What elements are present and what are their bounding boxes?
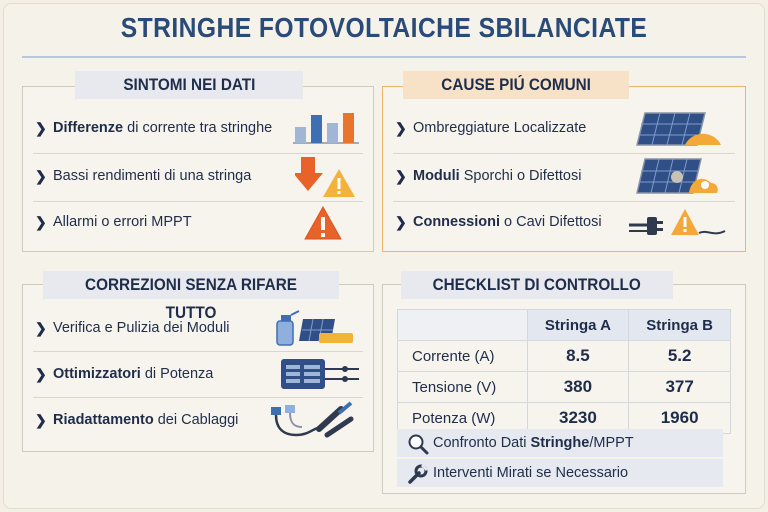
cell-stringa-b: 5.2 bbox=[629, 341, 731, 372]
magnifier-icon bbox=[407, 433, 429, 455]
cause-item-1-text: Ombreggiature Localizzate bbox=[413, 120, 587, 136]
cell-stringa-a: 3230 bbox=[527, 403, 629, 434]
cell-stringa-a: 380 bbox=[527, 372, 629, 403]
faulty-cable-icon bbox=[627, 203, 727, 241]
sintomi-item-1-text: di corrente tra stringhe bbox=[123, 120, 273, 136]
cause-item-3 bbox=[383, 199, 745, 245]
page-title: STRINGHE FOTOVOLTAICHE SBILANCIATE bbox=[120, 12, 648, 43]
note-1-suffix: /MPPT bbox=[589, 435, 634, 451]
row-label: Tensione (V) bbox=[398, 372, 528, 403]
chevron-icon: ❯ bbox=[35, 366, 47, 382]
chevron-icon: ❯ bbox=[35, 168, 47, 184]
chevron-icon: ❯ bbox=[35, 120, 47, 136]
correzioni-item-1 bbox=[23, 305, 373, 351]
correzioni-item-2-text: di Potenza bbox=[140, 366, 214, 382]
sintomi-item-3 bbox=[23, 199, 373, 245]
note-1-text: Confronto Dati bbox=[433, 435, 531, 451]
warning-triangle-icon bbox=[303, 205, 343, 241]
note-1-bold: Stringhe bbox=[530, 435, 590, 451]
chevron-icon: ❯ bbox=[35, 214, 47, 230]
panel-cause-title: CAUSE PIÚ COMUNI bbox=[403, 71, 629, 99]
sintomi-item-1 bbox=[23, 105, 373, 151]
cause-item-2-bold: Moduli bbox=[413, 168, 460, 184]
down-arrow-warning-icon bbox=[295, 153, 357, 199]
sintomi-item-2 bbox=[23, 153, 373, 199]
table-header-row bbox=[398, 310, 731, 341]
chevron-icon: ❯ bbox=[35, 320, 47, 336]
correzioni-item-2-bold: Ottimizzatori bbox=[53, 366, 141, 382]
chevron-icon: ❯ bbox=[35, 412, 47, 428]
cause-item-3-bold: Connessioni bbox=[413, 214, 501, 230]
column-header-stringa-a: Stringa A bbox=[527, 310, 629, 341]
table-row bbox=[398, 341, 731, 372]
table-row bbox=[398, 372, 731, 403]
dirty-solar-panel-icon bbox=[633, 155, 723, 197]
correzioni-item-3-bold: Riadattamento bbox=[53, 412, 154, 428]
correzioni-item-3 bbox=[23, 397, 373, 443]
cause-item-3-text: o Cavi Difettosi bbox=[500, 214, 602, 230]
title-divider bbox=[22, 56, 746, 58]
sintomi-item-3-text: Allarmi o errori MPPT bbox=[53, 214, 192, 230]
power-optimizer-icon bbox=[279, 357, 363, 391]
checklist-note-1 bbox=[397, 429, 723, 457]
checklist-table bbox=[397, 309, 731, 434]
chevron-icon: ❯ bbox=[395, 168, 407, 184]
cables-icon bbox=[267, 399, 363, 441]
shaded-solar-panel-icon bbox=[633, 107, 723, 149]
panel-checklist-title: CHECKLIST DI CONTROLLO bbox=[401, 271, 673, 299]
chevron-icon: ❯ bbox=[395, 120, 407, 136]
chevron-icon: ❯ bbox=[395, 214, 407, 230]
panel-sintomi bbox=[22, 75, 374, 252]
table-header-empty bbox=[398, 310, 528, 341]
correzioni-item-1-text: Verifica e Pulizia dei Moduli bbox=[53, 320, 230, 336]
bar-chart-icon bbox=[291, 109, 361, 147]
sintomi-item-1-bold: Differenze bbox=[53, 120, 124, 136]
cleaning-spray-icon bbox=[273, 305, 359, 349]
panel-cause bbox=[382, 75, 746, 252]
correzioni-item-2 bbox=[23, 351, 373, 397]
panel-correzioni-title: CORREZIONI SENZA RIFARE TUTTO bbox=[43, 271, 339, 299]
row-label: Corrente (A) bbox=[398, 341, 528, 372]
panel-sintomi-title: SINTOMI NEI DATI bbox=[75, 71, 303, 99]
correzioni-item-3-text: dei Cablaggi bbox=[153, 412, 239, 428]
cause-item-1 bbox=[383, 105, 745, 151]
panel-correzioni bbox=[22, 275, 374, 452]
cause-item-2-text: Sporchi o Difettosi bbox=[459, 168, 582, 184]
checklist-note-2 bbox=[397, 459, 723, 487]
panel-checklist bbox=[382, 275, 746, 494]
note-2-text: Interventi Mirati se Necessario bbox=[433, 465, 629, 481]
sintomi-item-2-text: Bassi rendimenti di una stringa bbox=[53, 168, 252, 184]
cell-stringa-b: 1960 bbox=[629, 403, 731, 434]
column-header-stringa-b: Stringa B bbox=[629, 310, 731, 341]
wrench-icon bbox=[407, 463, 429, 485]
cause-item-2 bbox=[383, 153, 745, 199]
cell-stringa-a: 8.5 bbox=[527, 341, 629, 372]
row-label: Potenza (W) bbox=[398, 403, 528, 434]
cell-stringa-b: 377 bbox=[629, 372, 731, 403]
